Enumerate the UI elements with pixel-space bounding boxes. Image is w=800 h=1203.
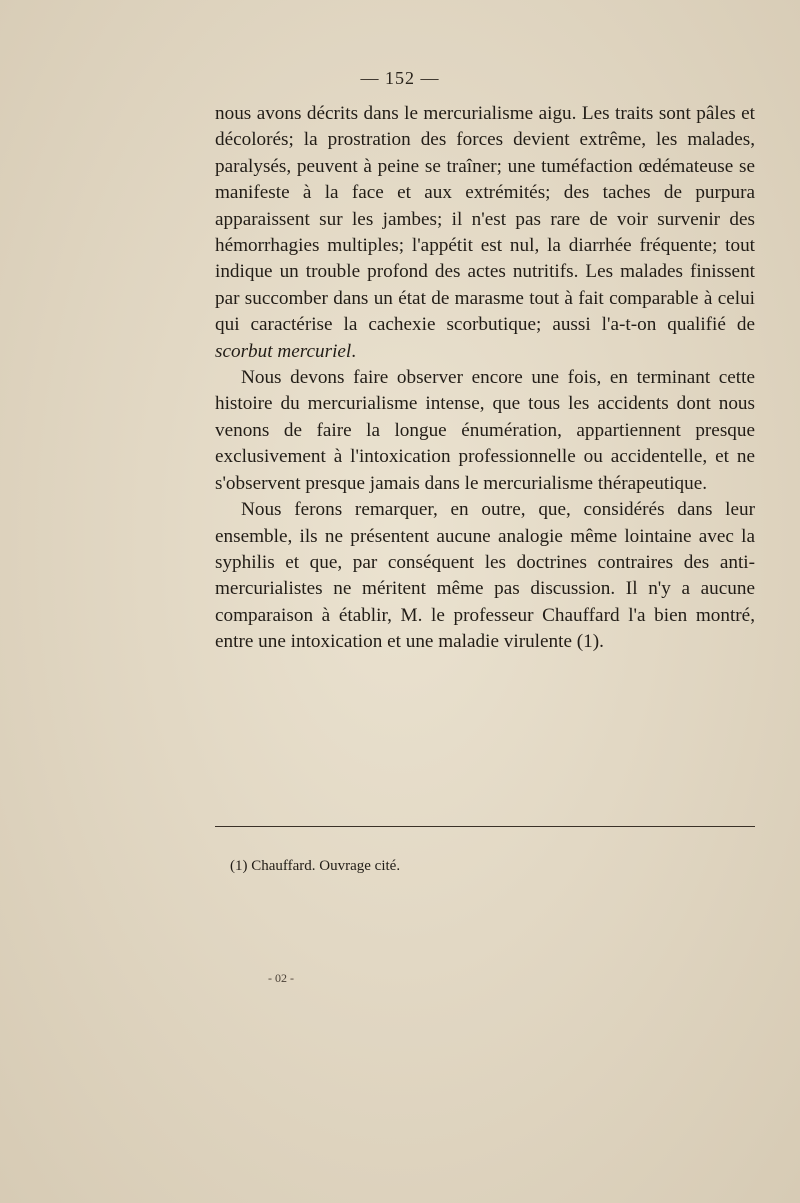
paragraph-3: Nous ferons remarquer, en outre, que, considérés dans leur ensemble, ils ne présentent aucune analogie même lointaine avec la syphilis et que, par conséquent les doctrines contraires des anti-mercurialistes ne méritent même pas discussion. Il n'y a aucune comparaison à établir, M. le professeur Chauffard l'a bien montré, entre une intoxication et une maladie virulente (1). (215, 499, 755, 653)
footnote-rule (215, 826, 755, 827)
scorbut-mercuriel-phrase: scorbut mercuriel (215, 340, 352, 362)
paragraph-2: Nous devons faire observer encore une fois, en terminant cette histoire du mercurialisme intense, que tous les accidents dont nous venons de faire la longue énumération, appartiennent presque exclusivement à l'intoxication professionnelle ou accidentelle, et ne s'observent presque jamais dans le mercurialisme thérapeutique. (215, 367, 755, 494)
footnote: (1) Chauffard. Ouvrage cité. (230, 858, 401, 874)
page-number: — 152 — (360, 68, 440, 88)
paragraph-1-end: . (351, 340, 357, 362)
paragraph-1 (215, 101, 755, 365)
body-text (215, 101, 755, 656)
sheet-mark: - 02 - (268, 971, 294, 985)
paragraph-1-text: nous avons décrits dans le mercurialisme aigu. Les traits sont pâles et décolorés; la prostration des forces devient extrême, les malades, paralysés, peuvent à peine se traîner; une tuméfaction œdémateuse se manifeste à la face et aux extrémités; des taches de purpura apparaissent sur les jambes; il n'est pas rare de voir survenir des hémorrhagies multiples; l'appétit est nul, la diarrhée fréquente; tout indique un trouble profond des actes nutritifs. Les malades finissent par succomber dans un état de marasme tout à fait comparable à celui qui caractérise la cachexie scorbutique; aussi l'a-t-on qualifié de (215, 103, 755, 336)
